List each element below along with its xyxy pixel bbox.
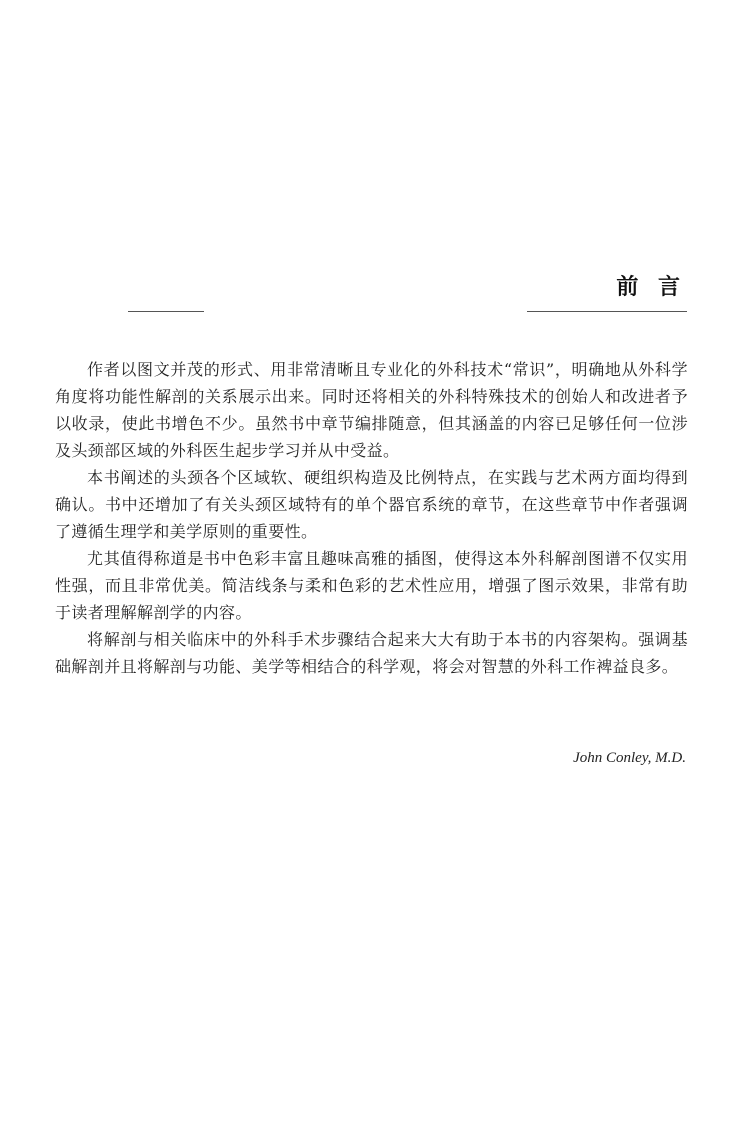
paragraph-3: 尤其值得称道是书中色彩丰富且趣味高雅的插图，使得这本外科解剖图谱不仅实用性强，而且非常优美。简洁线条与柔和色彩的艺术性应用，增强了图示效果，非常有助于读者理解解剖学的内容。 (55, 549, 688, 622)
title-rule-left (128, 311, 204, 312)
page-title: 前 言 (616, 275, 686, 300)
paragraph-2: 本书阐述的头颈各个区域软、硬组织构造及比例特点，在实践与艺术两方面均得到确认。书中还增加了有关头颈区域特有的单个器官系统的章节，在这些章节中作者强调了遵循生理学和美学原则的重要性。 (55, 468, 688, 541)
preface-body (55, 356, 688, 680)
author-signature: John Conley, M.D. (573, 750, 686, 766)
paragraph-4: 将解剖与相关临床中的外科手术步骤结合起来大大有助于本书的内容架构。强调基础解剖并且将解剖与功能、美学等相结合的科学观，将会对智慧的外科工作裨益良多。 (55, 630, 688, 676)
paragraph-1: 作者以图文并茂的形式、用非常清晰且专业化的外科技术“常识”，明确地从外科学角度将功能性解剖的关系展示出来。同时还将相关的外科特殊技术的创始人和改进者予以收录，使此书增色不少。虽然书中章节编排随意，但其涵盖的内容已足够任何一位涉及头颈部区域的外科医生起步学习并从中受益。 (55, 360, 688, 460)
title-rule-right (527, 311, 687, 312)
